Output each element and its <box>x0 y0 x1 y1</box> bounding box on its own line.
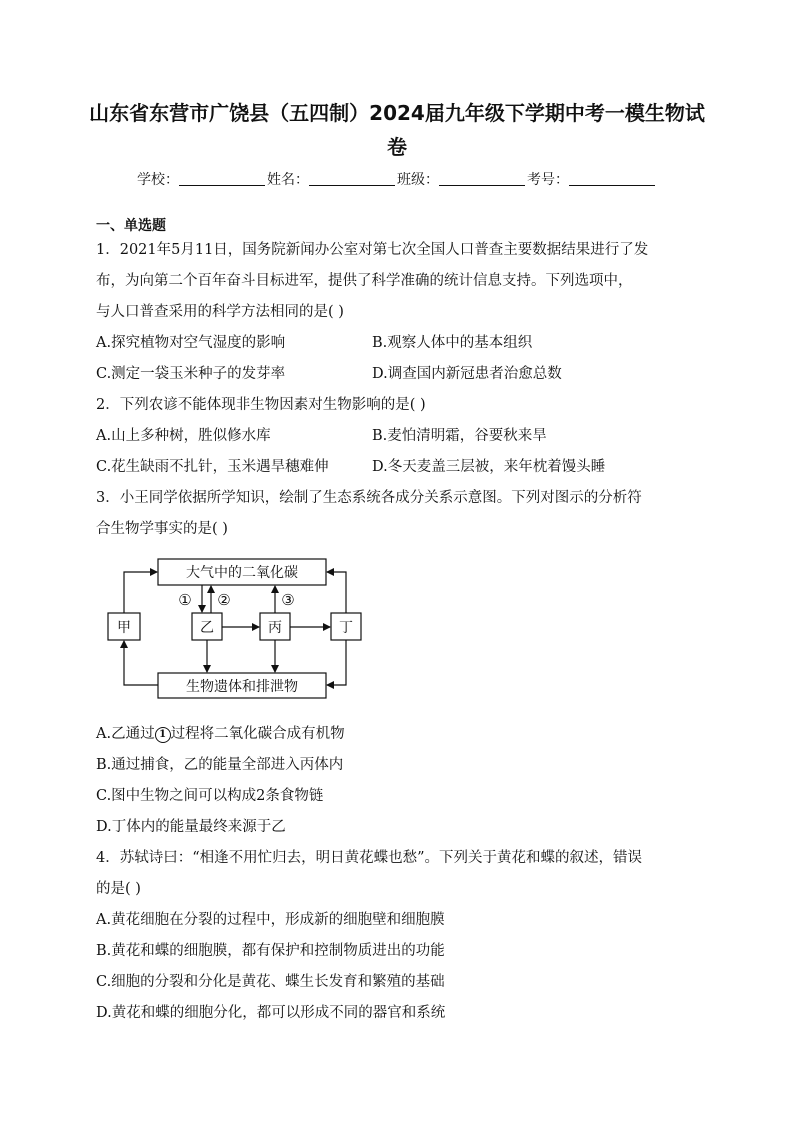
q1-option-a: A.探究植物对空气湿度的影响 <box>96 335 286 351</box>
q3-stem-line-1: 3．小王同学依据所学知识，绘制了生态系统各成分关系示意图。下列对图示的分析符 <box>96 490 642 506</box>
q3-option-a-suffix: 过程将二氧化碳合成有机物 <box>170 726 345 742</box>
q2-option-b: B.麦怕清明霜，谷要秋来旱 <box>372 428 547 444</box>
q4-option-d: D.黄花和蝶的细胞分化，都可以形成不同的器官和系统 <box>96 1005 446 1021</box>
yi-label: 乙 <box>200 620 214 636</box>
q4-option-a: A.黄花细胞在分裂的过程中，形成新的细胞壁和细胞膜 <box>96 912 445 928</box>
q4-option-b: B.黄花和蝶的细胞膜，都有保护和控制物质进出的功能 <box>96 943 445 959</box>
student-info-line <box>0 170 794 190</box>
name-label: 姓名： <box>267 172 309 188</box>
q1-stem-line-2: 布，为向第二个百年奋斗目标进军，提供了科学准确的统计信息支持。下列选项中， <box>96 273 633 289</box>
name-blank[interactable] <box>309 171 395 186</box>
q1-stem-line-1: 1．2021年5月11日，国务院新闻办公室对第七次全国人口普查主要数据结果进行了发 <box>96 242 649 258</box>
title-line-1: 山东省东营市广饶县（五四制）2024届九年级下学期中考一模生物试 <box>89 101 705 125</box>
q1-option-b: B.观察人体中的基本组织 <box>372 335 533 351</box>
exam-number-label: 考号： <box>527 172 569 188</box>
jia-to-atmosphere-arrow <box>124 572 157 613</box>
q3-option-d: D.丁体内的能量最终来源于乙 <box>96 819 286 835</box>
jia-label: 甲 <box>117 620 131 636</box>
exam-number-blank[interactable] <box>569 171 655 186</box>
q4-stem-line-2: 的是( ) <box>96 881 141 897</box>
atmosphere-co2-label: 大气中的二氧化碳 <box>186 565 298 581</box>
q4-option-c: C.细胞的分裂和分化是黄花、蝶生长发育和繁殖的基础 <box>96 974 445 990</box>
process-1-mark: ① <box>178 591 192 609</box>
exam-title <box>60 96 734 164</box>
q4-stem-line-1: 4．苏轼诗曰：“相逢不用忙归去，明日黄花蝶也愁”。下列关于黄花和蝶的叙述，错误 <box>96 850 643 866</box>
class-blank[interactable] <box>439 171 525 186</box>
q3-option-a-prefix: A.乙通过 <box>96 726 155 742</box>
ecosystem-diagram <box>100 552 370 702</box>
q2-stem-line-1: 2．下列农谚不能体现非生物因素对生物影响的是( ) <box>96 397 426 413</box>
q1-option-c: C.测定一袋玉米种子的发芽率 <box>96 366 286 382</box>
remains-label: 生物遗体和排泄物 <box>186 679 298 695</box>
remains-to-jia-arrow <box>124 641 158 685</box>
q3-option-b: B.通过捕食，乙的能量全部进入丙体内 <box>96 757 344 773</box>
q3-option-c: C.图中生物之间可以构成2条食物链 <box>96 788 324 804</box>
q3-option-a-circled-number: 1 <box>155 727 171 743</box>
title-line-2: 卷 <box>387 135 407 159</box>
q2-option-d: D.冬天麦盖三层被，来年枕着馒头睡 <box>372 459 606 475</box>
q2-option-a: A.山上多种树，胜似修水库 <box>96 428 271 444</box>
ding-to-remains-arrow <box>327 640 346 685</box>
ding-label: 丁 <box>339 620 353 636</box>
process-3-mark: ③ <box>281 591 295 609</box>
q1-option-d: D.调查国内新冠患者治愈总数 <box>372 366 562 382</box>
section-title: 一、单选题 <box>96 218 166 234</box>
school-blank[interactable] <box>179 171 265 186</box>
bing-label: 丙 <box>268 620 282 636</box>
q3-option-a <box>96 724 345 744</box>
q2-option-c: C.花生缺雨不扎针，玉米遇旱穗难伸 <box>96 459 329 475</box>
q3-stem-line-2: 合生物学事实的是( ) <box>96 521 228 537</box>
process-2-mark: ② <box>217 591 231 609</box>
ding-to-atmosphere-arrow <box>327 572 346 613</box>
school-label: 学校： <box>137 172 179 188</box>
q1-stem-line-3: 与人口普查采用的科学方法相同的是( ) <box>96 304 344 320</box>
class-label: 班级： <box>397 172 439 188</box>
